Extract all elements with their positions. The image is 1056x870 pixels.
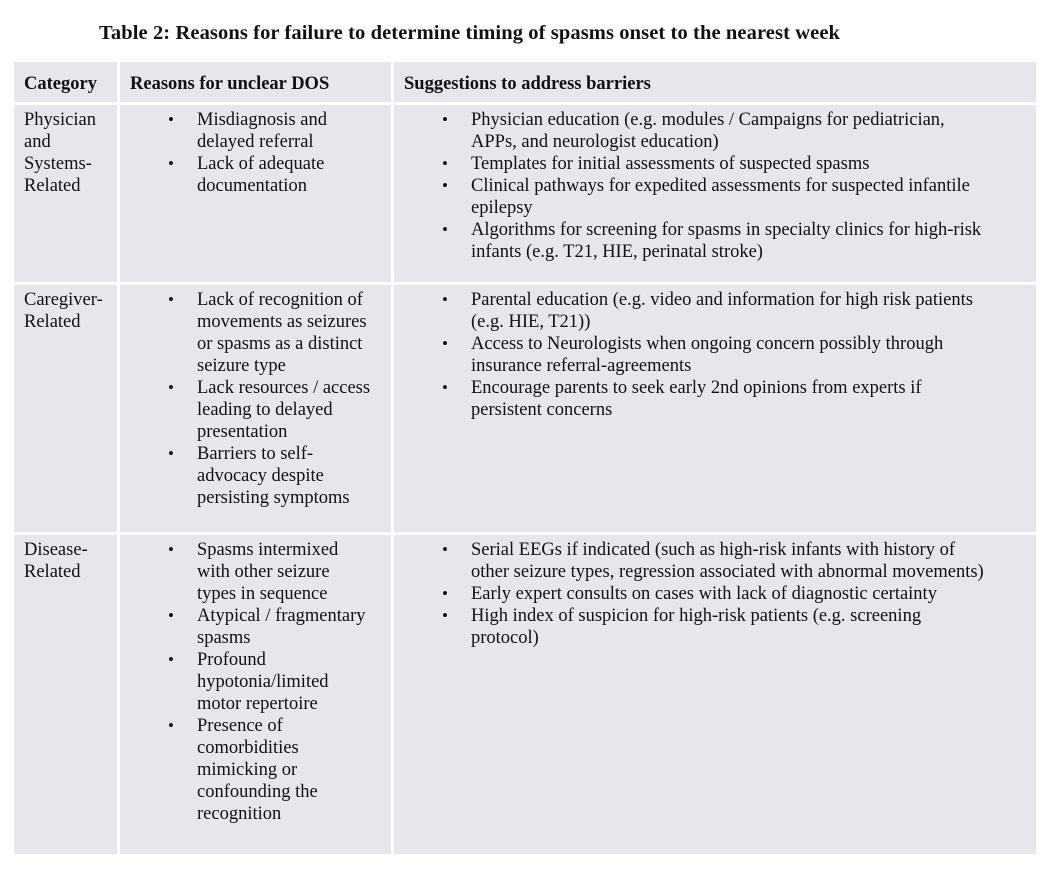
row-category	[14, 105, 117, 282]
cell-text-line: infants (e.g. T21, HIE, perinatal stroke)	[471, 242, 763, 262]
suggestion-item	[471, 539, 1036, 583]
suggestion-item	[471, 333, 1036, 377]
cell-text-line: types in sequence	[197, 584, 328, 604]
cell-text-line: mimicking or	[197, 760, 298, 780]
cell-text-line: Misdiagnosis and	[197, 110, 328, 130]
header-suggestions: Suggestions to address barriers	[394, 62, 1036, 102]
cell-text-line: hypotonia/limited	[197, 672, 329, 692]
cell-text-line: Early expert consults on cases with lack of diagnostic certainty	[471, 584, 937, 604]
suggestion-item	[471, 175, 1036, 219]
cell-text-line: comorbidities	[197, 738, 299, 758]
cell-text-line: delayed referral	[197, 132, 314, 152]
header-category: Category	[14, 62, 117, 102]
cell-text-line: motor repertoire	[197, 694, 318, 714]
row-reasons	[120, 285, 391, 532]
cell-text-line: Templates for initial assessments of suspected spasms	[471, 154, 870, 174]
cell-text-line: persistent concerns	[471, 400, 613, 420]
cell-text-line: and	[24, 132, 51, 152]
cell-text-line: presentation	[197, 422, 288, 442]
cell-text-line: Parental education (e.g. video and information for high risk patients	[471, 290, 973, 310]
cell-text-line: Physician education (e.g. modules / Campaigns for pediatrician,	[471, 110, 945, 130]
reason-item	[197, 715, 391, 825]
reason-item	[197, 289, 391, 377]
reason-item	[197, 649, 391, 715]
reason-item	[197, 377, 391, 443]
cell-text-line: Systems-	[24, 154, 92, 174]
reason-item	[197, 109, 391, 153]
cell-text-line: Atypical / fragmentary	[197, 606, 366, 626]
cell-text-line: Profound	[197, 650, 266, 670]
cell-text-line: Barriers to self-	[197, 444, 314, 464]
cell-text-line: Lack of adequate	[197, 154, 325, 174]
cell-text-line: High index of suspicion for high-risk patients (e.g. screening	[471, 606, 922, 626]
cell-text-line: protocol)	[471, 628, 539, 648]
row-suggestions	[394, 105, 1036, 282]
cell-text-line: movements as seizures	[197, 312, 367, 332]
cell-text-line: Clinical pathways for expedited assessments for suspected infantile	[471, 176, 970, 196]
header-reasons: Reasons for unclear DOS	[120, 62, 391, 102]
row-suggestions	[394, 285, 1036, 532]
cell-text-line: persisting symptoms	[197, 488, 350, 508]
cell-text-line: Access to Neurologists when ongoing concern possibly through	[471, 334, 944, 354]
row-suggestions	[394, 535, 1036, 854]
cell-text-line: epilepsy	[471, 198, 533, 218]
cell-text-line: insurance referral-agreements	[471, 356, 692, 376]
cell-text-line: Serial EEGs if indicated (such as high-risk infants with history of	[471, 540, 955, 560]
suggestion-item	[471, 219, 1036, 263]
cell-text-line: recognition	[197, 804, 282, 824]
cell-text-line: Disease-	[24, 540, 88, 560]
cell-text-line: Spasms intermixed	[197, 540, 339, 560]
cell-text-line: Physician	[24, 110, 96, 130]
cell-text-line: leading to delayed	[197, 400, 333, 420]
cell-text-line: with other seizure	[197, 562, 330, 582]
reasons-table	[14, 62, 1036, 854]
cell-text-line: Lack of recognition of	[197, 290, 363, 310]
cell-text-line: Presence of	[197, 716, 283, 736]
cell-text-line: confounding the	[197, 782, 318, 802]
suggestion-item	[471, 289, 1036, 333]
cell-text-line: APPs, and neurologist education)	[471, 132, 719, 152]
cell-text-line: seizure type	[197, 356, 286, 376]
cell-text-line: documentation	[197, 176, 307, 196]
reason-item	[197, 539, 391, 605]
reason-item	[197, 605, 391, 649]
row-category	[14, 285, 117, 532]
cell-text-line: or spasms as a distinct	[197, 334, 363, 354]
suggestion-item	[471, 605, 1036, 649]
cell-text-line: Related	[24, 176, 81, 196]
cell-text-line: spasms	[197, 628, 251, 648]
cell-text-line: Algorithms for screening for spasms in specialty clinics for high-risk	[471, 220, 982, 240]
row-category	[14, 535, 117, 854]
row-reasons	[120, 105, 391, 282]
cell-text-line: Caregiver-	[24, 290, 103, 310]
table-title: Table 2: Reasons for failure to determine timing of spasms onset to the nearest week	[99, 22, 841, 44]
suggestion-item	[471, 583, 1036, 605]
cell-text-line: advocacy despite	[197, 466, 324, 486]
cell-text-line: Related	[24, 562, 81, 582]
cell-text-line: Encourage parents to seek early 2nd opinions from experts if	[471, 378, 922, 398]
reason-item	[197, 443, 391, 509]
cell-text-line: (e.g. HIE, T21))	[471, 312, 591, 332]
cell-text-line: other seizure types, regression associated with abnormal movements)	[471, 562, 984, 582]
suggestion-item	[471, 153, 1036, 175]
cell-text-line: Lack resources / access	[197, 378, 371, 398]
cell-text-line: Related	[24, 312, 81, 332]
suggestion-item	[471, 109, 1036, 153]
row-reasons	[120, 535, 391, 854]
reason-item	[197, 153, 391, 197]
suggestion-item	[471, 377, 1036, 421]
